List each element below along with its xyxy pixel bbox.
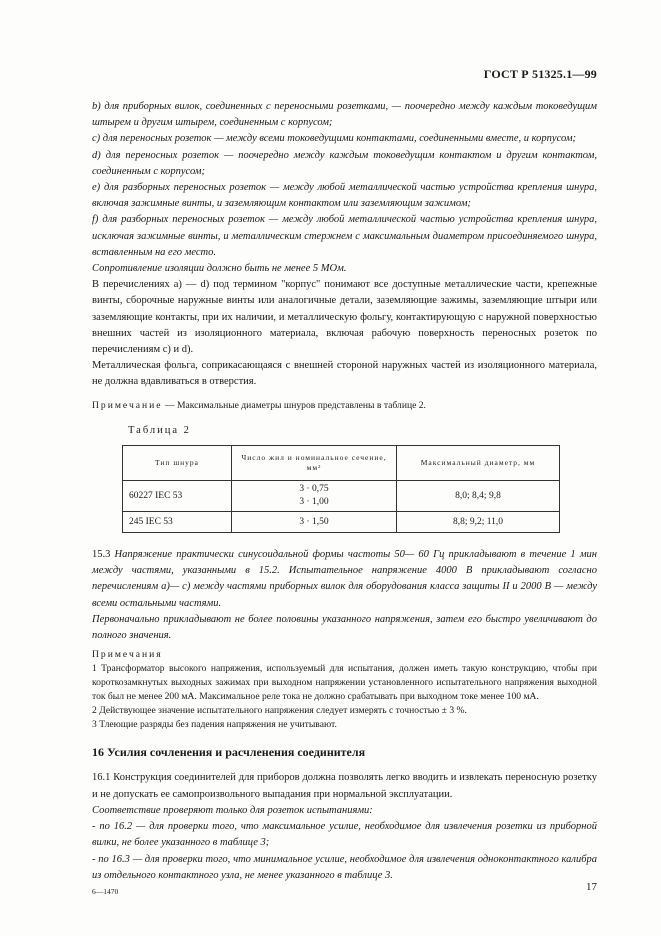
col-header-diameter: Максимальный диаметр, мм (397, 445, 560, 480)
compliance-check: Соответствие проверяют только для розеток испытаниями: (92, 804, 373, 816)
cell-sections (232, 480, 397, 511)
list-item-c: c) для переносных розеток — между всеми токоведущими контактами, соединенными вместе, и корпусом; (92, 133, 577, 145)
cell-diameter: 8,8; 9,2; 11,0 (397, 511, 560, 532)
enum-paragraph: В перечислениях a) — d) под термином "корпус" понимают все доступные металлические части, крепежные винты, сборочные наружные винты или аналогичные детали, заземляющие зажимы, заземляющие штыри или заземляющие контакты, при их наличии, и металлическую фольгу, контактирующую с наружной поверхностью внешних частей из изоляционного материала, включая рабочую поверхность переносных розеток по перечислениям c) и d). (92, 279, 597, 356)
note-item: 3 Тлеющие разряды без падения напряжения не учитывают. (92, 719, 337, 731)
col-header-sections: Число жил и номинальное сечение, мм² (232, 445, 397, 480)
col-header-type: Тип шнура (123, 445, 232, 480)
list-item-e: e) для разборных переносных розеток — между любой металлической частью устройства крепления шнура, включая зажимные винты, и заземляющим контактом или заземляющим зажимом; (92, 182, 597, 210)
table-row (123, 511, 560, 532)
section-value: 3 · 1,50 (299, 516, 329, 527)
section-heading: 16 Усилия сочленения и расчленения соединителя (92, 745, 366, 760)
table-caption: Таблица 2 (128, 424, 191, 436)
section-value: 3 · 0,75 (299, 483, 329, 494)
document-header: ГОСТ Р 51325.1—99 (483, 67, 597, 81)
resistance-requirement: Сопротивление изоляции должно быть не менее 5 МОм. (92, 263, 347, 275)
cell-diameter: 8,0; 8,4; 9,8 (397, 480, 560, 511)
page-body (92, 99, 597, 884)
note-item: 1 Трансформатор высокого напряжения, используемый для испытания, должен иметь такую конструкцию, чтобы при короткозамкнутых выходных зажимах при выходном напряжении установленного испытательного напряжения выходной ток был не менее 200 мА. Максимальное реле тока не должно срабатывать при выходном токе менее 100 мА. (92, 663, 597, 703)
clause-text: Напряжение практически синусоидальной формы частоты 50— 60 Гц прикладывают в течение 1 мин между частями, указанными в 15.2. Испытательное напряжение 4000 В прикладывают согласно перечислениям a)— c) между частями приборных вилок для оборудования класса защиты II и 2000 В — между всеми остальными частями. (92, 549, 597, 609)
clause-16-1: 16.1 Конструкция соединителей для приборов должна позволять легко вводить и извлекать переносную розетку и не допускать ее самопроизвольного выпадания при нормальной эксплуатации. (92, 772, 597, 800)
check-item-16-2: - по 16.2 — для проверки того, что максимальное усилие, необходимое для извлечения розетки из приборной вилки, не более указанного в таблице 3; (92, 821, 597, 849)
cell-type: 245 IEC 53 (123, 511, 232, 532)
notes-heading: Примечания (92, 649, 163, 661)
section-value: 3 · 1,00 (299, 496, 329, 507)
footer-code: 6—1470 (92, 887, 119, 896)
foil-paragraph: Металлическая фольга, соприкасающаяся с внешней стороной наружных частей из изоляционного материала, не должна вдавливаться в отверстия. (92, 360, 597, 388)
cell-sections (232, 511, 397, 532)
table-row (123, 480, 560, 511)
cell-type: 60227 IEC 53 (123, 480, 232, 511)
note-text: — Максимальные диаметры шнуров представлены в таблице 2. (162, 399, 426, 411)
note-1 (92, 399, 597, 413)
note-label: Примечание (92, 399, 163, 411)
list-item-d: d) для переносных розеток — поочередно между каждым токоведущим контактом и другим контактом, соединенным с корпусом; (92, 149, 597, 177)
clause-15-3 (92, 547, 597, 612)
clause-number: 15.3 (92, 549, 115, 561)
voltage-application: Первоначально прикладывают не более половины указанного напряжения, затем его быстро увеличивают до полного значения. (92, 613, 597, 642)
note-item: 2 Действующее значение испытательного напряжения следует измерять с точностью ± 3 %. (92, 705, 467, 717)
check-item-16-3: - по 16.3 — для проверки того, что минимальное усилие, необходимое для извлечения одноконтактного калибра из отдельного контактного узла, не менее указанного в таблице 3. (92, 853, 597, 881)
cord-table (122, 445, 560, 533)
list-item-b: b) для приборных вилок, соединенных с переносными розетками, — поочередно между каждым токоведущим штырем и другим штырем, соединенным с корпусом; (92, 101, 597, 129)
list-item-f: f) для разборных переносных розеток — между любой металлической частью устройства крепления шнура, исключая зажимные винты, и металлическим стержнем с максимальным диаметром присоединяемого шнура, вставленным на его место. (92, 214, 597, 258)
page-number: 17 (586, 881, 597, 893)
